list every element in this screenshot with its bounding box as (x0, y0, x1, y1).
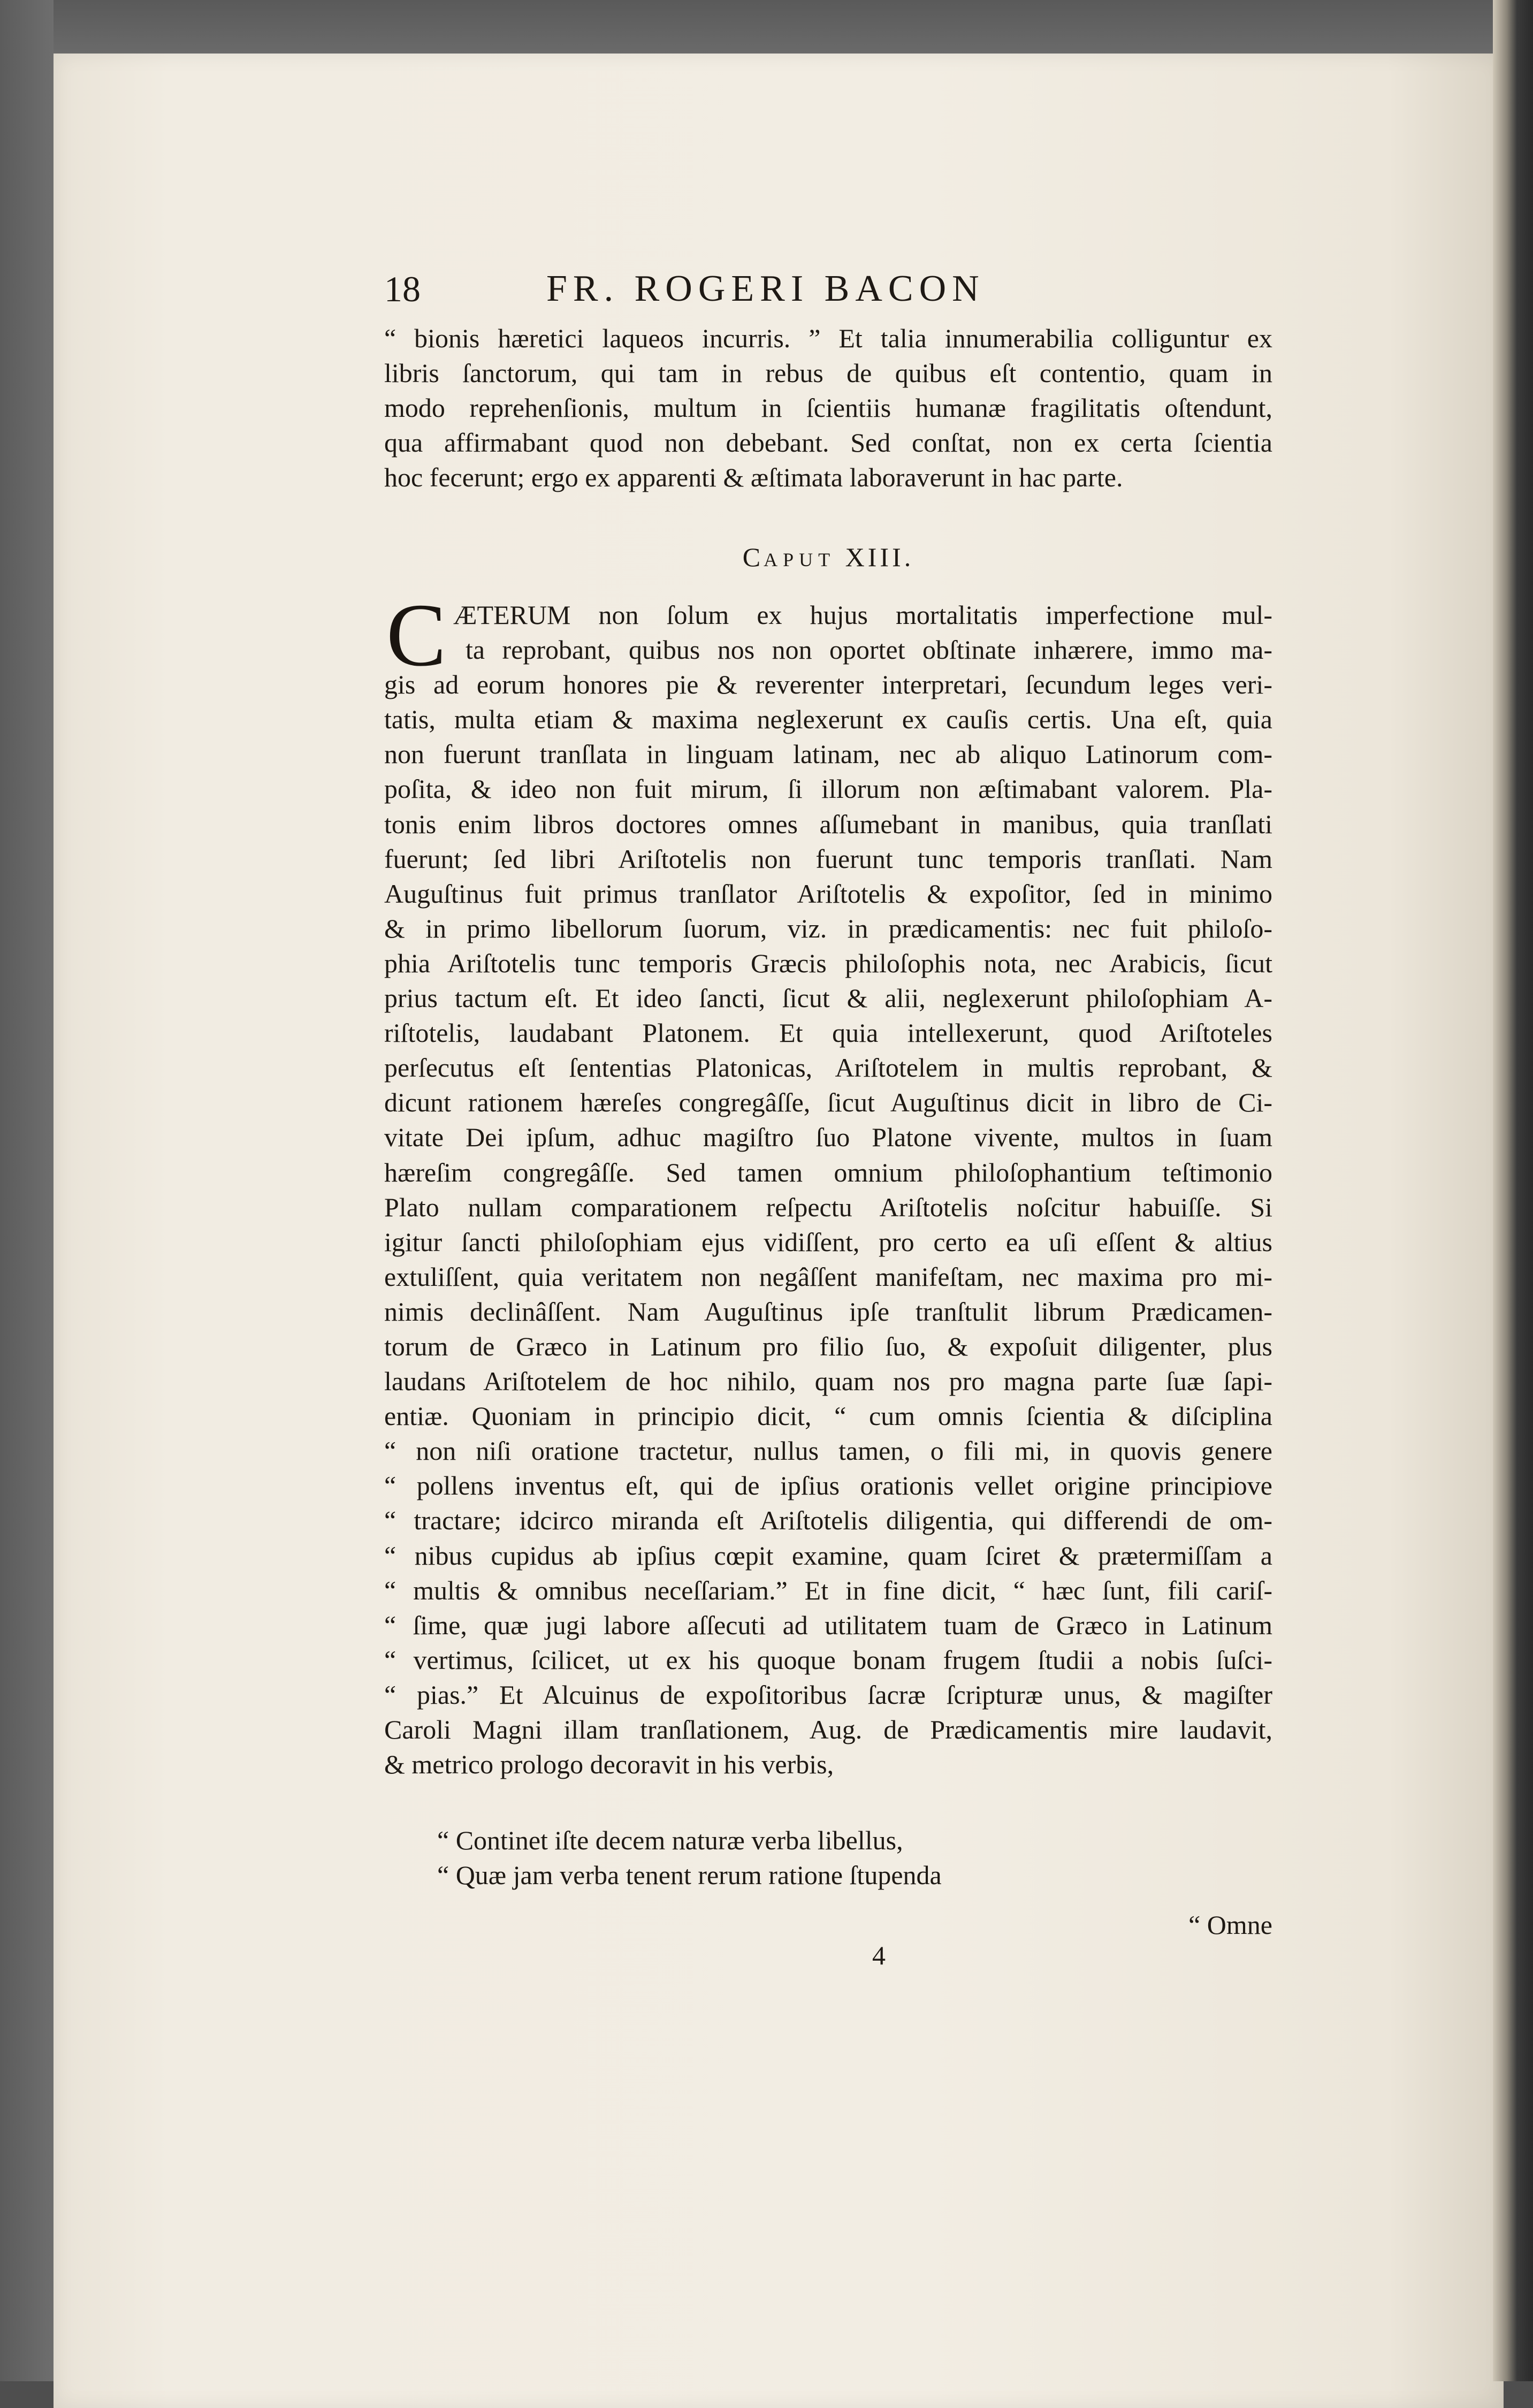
text-line: “ nibus cupidus ab ipſius cœpit examine, quam ſciret & prætermiſſam a (384, 1540, 1272, 1571)
text-line: torum de Græco in Latinum pro filio ſuo, & expoſuit diligenter, plus (384, 1331, 1272, 1361)
text-line: poſita, & ideo non fuit mirum, ſi illorum non æſtimabant valorem. Pla- (384, 774, 1272, 804)
text-line: qua affirmabant quod non debebant. Sed conſtat, non ex certa ſcientia (384, 428, 1272, 458)
text-line: gis ad eorum honores pie & reverenter interpretari, ſecundum leges veri- (384, 669, 1272, 700)
text-line: “ tractare; idcirco miranda eſt Ariſtotelis diligentia, qui differendi de om- (384, 1505, 1272, 1536)
text-line: “ Continet iſte decem naturæ verba libellus, (437, 1825, 903, 1855)
text-line: “ bionis hæretici laqueos incurris. ” Et talia innumerabilia colliguntur ex (384, 323, 1272, 353)
signature-mark: 4 (872, 1940, 886, 1970)
text-line: laudans Ariſtotelem de hoc nihilo, quam nos pro magna parte ſuæ ſapi- (384, 1366, 1272, 1397)
drop-cap-initial: C (386, 585, 447, 685)
text-line: & in primo libellorum ſuorum, viz. in prædicamentis: nec fuit philoſo- (384, 913, 1272, 943)
text-line: & metrico prologo decoravit in his verbis, (384, 1749, 834, 1780)
text-line: “ vertimus, ſcilicet, ut ex his quoque bonam frugem ſtudii a nobis ſuſci- (384, 1644, 1272, 1675)
catchword: “ Omne (1188, 1910, 1272, 1940)
chapter-number: XIII. (845, 542, 914, 572)
text-line: hæreſim congregâſſe. Sed tamen omnium philoſophantium teſtimonio (384, 1157, 1272, 1187)
text-line: tonis enim libros doctores omnes aſſumebant in manibus, quia tranſlati (384, 809, 1272, 839)
text-line: prius tactum eſt. Et ideo ſancti, ſicut & alii, neglexerunt philoſophiam A- (384, 983, 1272, 1014)
text-line: perſecutus eſt ſententias Platonicas, Ariſtotelem in multis reprobant, & (384, 1053, 1272, 1083)
text-line: igitur ſancti philoſophiam ejus vidiſſent, pro certo ea uſi eſſent & altius (384, 1226, 1272, 1257)
text-line: non fuerunt tranſlata in linguam latinam, nec ab aliquo Latinorum com- (384, 739, 1272, 769)
text-line: riſtotelis, laudabant Platonem. Et quia intellexerunt, quod Ariſtoteles (384, 1018, 1272, 1048)
text-line: Plato nullam comparationem reſpectu Ariſtotelis noſcitur habuiſſe. Si (384, 1192, 1272, 1222)
chapter-heading-initial: C (742, 542, 764, 572)
text-line: phia Ariſtotelis tunc temporis Græcis philoſophis nota, nec Arabicis, ſicut (384, 948, 1272, 978)
text-line: vitate Dei ipſum, adhuc magiſtro ſuo Platone vivente, multos in ſuam (384, 1122, 1272, 1153)
text-line: Auguſtinus fuit primus tranſlator Ariſtotelis & expoſitor, ſed in minimo (384, 878, 1272, 909)
chapter-heading (384, 540, 1272, 577)
main-paragraph (384, 598, 1272, 1782)
text-line: “ multis & omnibus neceſſariam.” Et in fine dicit, “ hæc ſunt, fili cariſ- (384, 1575, 1272, 1605)
page-edge-curl (1493, 0, 1533, 2381)
running-head (384, 268, 1272, 310)
text-line: libris ſanctorum, qui tam in rebus de quibus eſt contentio, quam in (384, 358, 1272, 388)
text-line: hoc fecerunt; ergo ex apparenti & æſtimata laboraverunt in hac parte. (384, 462, 1123, 493)
text-line: “ non niſi oratione tractetur, nullus tamen, o fili mi, in quovis genere (384, 1436, 1272, 1466)
paragraph-1 (384, 321, 1272, 495)
text-line: “ pias.” Et Alcuinus de expoſitoribus ſacræ ſcripturæ unus, & magiſter (384, 1679, 1272, 1710)
text-line: nimis declinâſſent. Nam Auguſtinus ipſe tranſtulit librum Prædicamen- (384, 1296, 1272, 1327)
text-line: “ Quæ jam verba tenent rerum ratione ſtupenda (437, 1860, 942, 1891)
text-line: tatis, multa etiam & maxima neglexerunt ex cauſis certis. Una eſt, quia (384, 704, 1272, 735)
page-number: 18 (384, 269, 421, 309)
scan-background-top (0, 0, 1533, 54)
text-line: ÆTERUM non ſolum ex hujus mortalitatis imperfectione mul- (453, 600, 1272, 630)
text-line: ta reprobant, quibus nos non oportet obſtinate inhærere, immo ma- (466, 635, 1272, 665)
chapter-heading-word: APUT (764, 549, 836, 570)
text-line: Caroli Magni illam tranſlationem, Aug. de Prædicamentis mire laudavit, (384, 1714, 1272, 1744)
text-line: modo reprehenſionis, multum in ſcientiis humanæ fragilitatis oſtendunt, (384, 393, 1272, 423)
text-line: extuliſſent, quia veritatem non negâſſent manifeſtam, nec maxima pro mi- (384, 1261, 1272, 1292)
scan-background-left (0, 0, 54, 2381)
text-line: entiæ. Quoniam in principio dicit, “ cum omnis ſcientia & diſciplina (384, 1401, 1272, 1431)
running-title: FR. ROGERI BACON (546, 268, 985, 309)
verse-quotation (437, 1823, 1186, 1893)
text-line: “ pollens inventus eſt, qui de ipſius orationis vellet origine principiove (384, 1470, 1272, 1501)
text-line: dicunt rationem hæreſes congregâſſe, ſicut Auguſtinus dicit in libro de Ci- (384, 1087, 1272, 1118)
text-line: “ ſime, quæ jugi labore aſſecuti ad utilitatem tuam de Græco in Latinum (384, 1610, 1272, 1640)
text-line: fuerunt; ſed libri Ariſtotelis non fuerunt tunc temporis tranſlati. Nam (384, 843, 1272, 874)
